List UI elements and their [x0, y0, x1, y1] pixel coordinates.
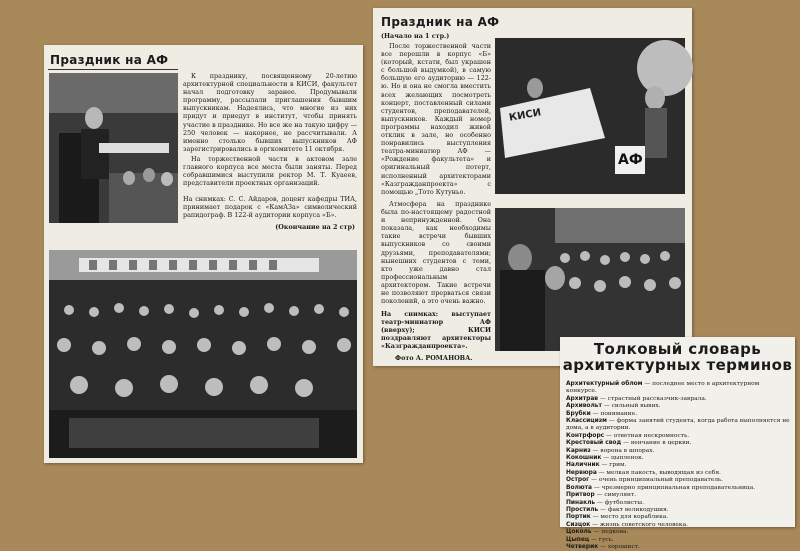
- dictionary-entry: Архитрав — страстный рассказчик-заврала.: [566, 395, 707, 402]
- left-intro-paragraph: К празднику, посвященному 20-летию архитектурной специальности в КИСИ, факультет начал подготовку заранее. Продумывали программу, рассылали приглашения бывшим выпускникам. Надеялись, что многие из них придут и приедут в институт, чтобы принять участие в празднике. Но все же на такую цифру — 250 человек — накорнее, не рассчитывали. А именно столько бывших выпускников АФ зарегистрировались в оргкомитете 11 октября.: [183, 72, 357, 153]
- left-headline: Праздник на АФ: [50, 53, 169, 67]
- photo-banner-text: КИСИ: [508, 107, 542, 124]
- right-stage-photo: [495, 38, 685, 194]
- right-from-page: (Начало на 1 стр.): [381, 32, 450, 40]
- dictionary-entry: Портик — место для кораблика.: [566, 514, 669, 521]
- right-body-top: После торжественной части все перешли в корпус «Б» (который, кстати, был украшен с большой выдумкой), в самую большую его аудиторию — 122-ю. Но и она не смогла вместить всех желающих посмотреть концерт, поставленный силами студентов, преподавателей, выпускников. Каждый номер программы находил живой отклик в зале, но особенно понравились выступления театра-миниатюр АФ — «Рождение факультета» и оригинальный потерт, исполненный архитекторами «Казгражданпроекта» с помощью „Тото Кутуньо.: [381, 42, 491, 196]
- right-photo-credit: Фото А. РОМАНОВА.: [395, 354, 473, 362]
- dictionary-entry: Нервюра — мелкая пакость, выводящая из себя.: [566, 469, 721, 476]
- dictionary-entry: Архивольт — сильный вывих.: [566, 403, 661, 410]
- dictionary-title-line1: Толковый словарь: [593, 340, 762, 358]
- left-auditorium-photo: [49, 250, 357, 458]
- left-intro-text: [183, 72, 357, 187]
- right-hall-photo: [495, 208, 685, 351]
- dictionary-entry: Карниз — ворона в шпорах.: [566, 447, 655, 454]
- dictionary-entry: Пинакль — футболисты.: [566, 499, 644, 506]
- dictionary-title-line2: архитектурных терминов: [562, 356, 793, 374]
- dictionary-entry: Цыпец — гусь.: [566, 536, 614, 543]
- right-headline: Праздник на АФ: [381, 15, 500, 29]
- dictionary-entry: Притвор — симулянт.: [566, 492, 637, 499]
- dictionary-entry: Контрфорс — ответная нескромность.: [566, 432, 690, 439]
- dictionary-clipping: [560, 337, 795, 550]
- photo-banner-af: АФ: [618, 152, 643, 168]
- dictionary-entry: Архитектурный облом — последнее место в архитектурном конкурсе.: [566, 381, 760, 395]
- left-top-photo: [49, 73, 178, 223]
- dictionary-entry: Брубки — понимание.: [566, 410, 638, 417]
- dictionary-entry: Классицизм — форма занятий студента, когда работа выполняется не дома, а в аудитории.: [566, 418, 790, 432]
- left-second-paragraph: На торжественной части в актовом зале главного корпуса все места были заняты. Перед собравшимися выступили ректор М. Т. Куаеев, представители проектных организаций.: [183, 154, 357, 188]
- dictionary-entry: Крестовый свод — венчание в церкви.: [566, 440, 692, 447]
- right-body-bottom: Атмосфера на празднике была по-настоящему радостной и непринужденной. Она показала, как необходимы такие встречи бывших выпускников со своими друзьями, преподавателями; нынешних студентов с теми, кто уже давно стал профессиональным архитектором. Такие встречи не позволяют прерваться связи поколений, а это очень важно.: [381, 200, 491, 306]
- dictionary-entry: Острог — очень принципиальный преподаватель.: [566, 477, 724, 484]
- dictionary-entry: Кокошник — цыпленок.: [566, 455, 644, 462]
- left-continued: (Окончание на 2 стр): [275, 223, 355, 231]
- dictionary-entry: Наличник — грим.: [566, 462, 627, 469]
- dictionary-entries: [566, 381, 790, 551]
- dictionary-entry: Волюта — чрезмерно принципиальная преподавательница.: [566, 484, 756, 491]
- dictionary-entry: Цоколь — подкова.: [566, 529, 629, 536]
- right-clipping: [373, 8, 692, 366]
- dictionary-entry: Сизцок — жизнь советского человека.: [566, 521, 688, 528]
- dictionary-entry: Простиль — факт великодушия.: [566, 506, 669, 513]
- right-caption: На снимках: выступает театр-миниатюр АФ (вверху); КИСИ поздравляют архитекторы «Казгражданпроекта».: [381, 310, 491, 351]
- left-caption: На снимках: С. С. Айдаров, доцент кафедры ТИА, принимает подарок с «КамАЗа» символический рапидограф. В 122-й аудитории корпуса «Б».: [183, 195, 357, 220]
- dictionary-entry: Четверик — хорошист.: [566, 543, 640, 550]
- left-clipping: [44, 45, 363, 463]
- left-headline-rule: [48, 69, 178, 70]
